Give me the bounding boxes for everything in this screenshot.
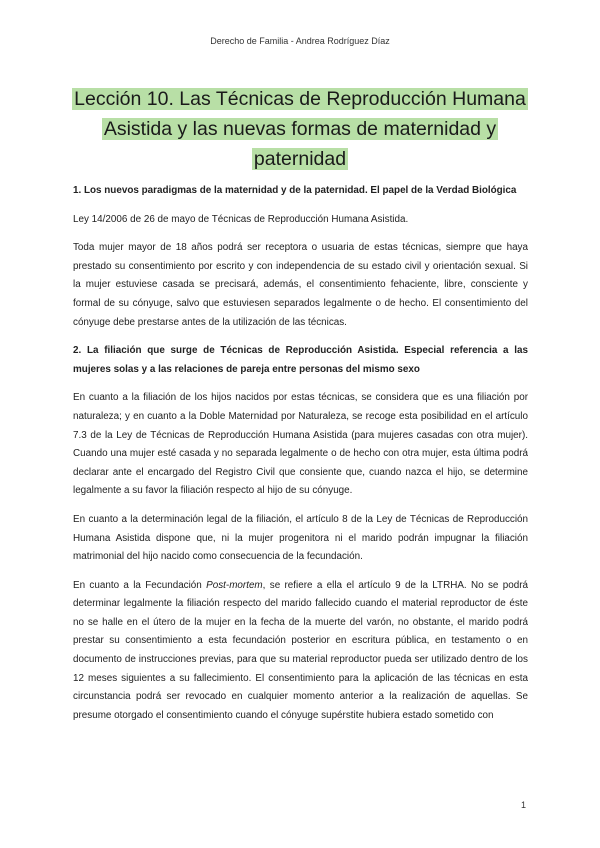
title-line-2: Asistida y las nuevas formas de maternidad y — [103, 118, 497, 140]
section-2-heading: 2. La filiación que surge de Técnicas de Reproducción Asistida. Especial referencia a las mujeres solas y a las relaciones de pareja entre personas del mismo sexo — [73, 345, 528, 375]
section-1-paragraph-1: Ley 14/2006 de 26 de mayo de Técnicas de Reproducción Humana Asistida. — [73, 213, 409, 225]
lesson-title — [60, 84, 540, 174]
paragraph-3-intro: En cuanto a la Fecundación — [73, 579, 207, 591]
section-2-paragraph-1: En cuanto a la filiación de los hijos nacidos por estas técnicas, se considera que es una filiación por naturaleza; y en cuanto a la Doble Maternidad por Naturaleza, se recoge esta posibilidad en el artículo 7.3 de la Ley de Técnicas de Reproducción Humana Asistida (para mujeres casadas con otra mujer). Cuando una mujer esté casada y no separada legalmente o de hecho con otra mujer, esta última podrá declarar ante el encargado del Registro Civil que consiente que, cuando nazca el hijo, se determine legalmente a su favor la filiación respecto al hijo de su cónyuge. — [73, 392, 528, 497]
paragraph-3-body: , se refiere a ella el artículo 9 de la LTRHA. No se podrá determinar legalmente la filiación respecto del marido fallecido cuando el material reproductor de éste no se halle en el útero de la mujer en la fecha de la muerte del varón, no obstante, el marido podrá prestar su consentimiento a esta fecundación posterior en escritura pública, en testamento o en documento de instrucciones previas, para que su material reproductor pueda ser utilizado dentro de los 12 meses siguientes a su fallecimiento. El consentimiento para la aplicación de las técnicas en esta circunstancia podrá ser revocado en cualquier momento anterior a la realización de aquellas. Se presume otorgado el consentimiento cuando el cónyuge supérstite hubiera estado sometido con — [73, 579, 528, 721]
running-header: Derecho de Familia - Andrea Rodríguez Díaz — [210, 36, 390, 46]
page-number: 1 — [521, 800, 527, 810]
title-line-3: paternidad — [253, 148, 347, 170]
section-1-heading: 1. Los nuevos paradigmas de la maternidad y de la paternidad. El papel de la Verdad Biológica — [73, 185, 517, 196]
title-line-1: Lección 10. Las Técnicas de Reproducción Humana — [74, 88, 526, 110]
post-mortem-term: Post-mortem — [206, 579, 263, 591]
document-body — [73, 182, 528, 735]
section-2-paragraph-2: En cuanto a la determinación legal de la filiación, el artículo 8 de la Ley de Técnicas de Reproducción Humana Asistida dispone que, ni la mujer progenitora ni el marido podrán impugnar la filiación matrimonial del hijo nacido como consecuencia de la fecundación. — [73, 513, 528, 563]
section-2-paragraph-3 — [73, 577, 528, 726]
section-1-paragraph-2: Toda mujer mayor de 18 años podrá ser receptora o usuaria de estas técnicas, siempre que haya prestado su consentimiento por escrito y con independencia de su estado civil y orientación sexual. Si la mujer estuviese casada se precisará, además, el consentimiento fehaciente, libre, consciente y formal de su cónyuge, salvo que estuviesen separados legalmente o de hecho. El consentimiento del cónyuge debe prestarse antes de la utilización de las técnicas. — [73, 242, 528, 328]
